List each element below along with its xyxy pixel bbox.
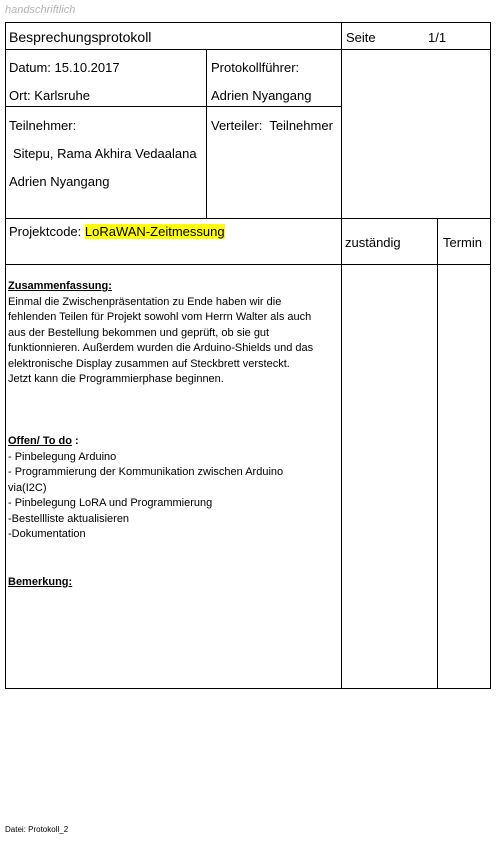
remarks-heading: Bemerkung: — [8, 576, 73, 588]
keeper-value: Adrien Nyangang — [211, 88, 312, 103]
distributor-row — [211, 118, 333, 133]
footer-filename: Datei: Protokoll_2 — [5, 825, 69, 834]
place-row — [9, 88, 90, 103]
summary-line: elektronische Display zusammen auf Steckbrett versteckt. — [8, 357, 290, 370]
place-label: Ort: — [9, 88, 31, 103]
distributor-value: Teilnehmer — [269, 118, 333, 133]
document-title: Besprechungsprotokoll — [9, 29, 152, 45]
project-row — [9, 224, 225, 239]
open-items-section — [8, 434, 338, 543]
date-row — [9, 60, 120, 75]
column-header-deadline: Termin — [443, 235, 483, 250]
open-item: - Programmierung der Kommunikation zwischen Arduino — [8, 466, 284, 478]
column-header-responsible: zuständig — [345, 235, 401, 250]
participants-label: Teilnehmer: — [9, 118, 77, 133]
open-item: -Bestellliste aktualisieren — [8, 512, 130, 525]
remarks-section — [8, 575, 72, 591]
open-item: - Pinbelegung Arduino — [8, 450, 117, 463]
summary-line: funktionnieren. Außerdem wurden die Arduino-Shields und das — [8, 342, 314, 354]
open-item: - Pinbelegung LoRA und Programmierung — [8, 497, 213, 509]
summary-line: Jetzt kann die Programmierphase beginnen. — [8, 373, 224, 385]
open-item: via(I2C) — [8, 481, 47, 494]
summary-line: aus der Bestellung bekommen und geprüft, ob sie gut — [8, 326, 270, 339]
place-value: Karlsruhe — [34, 88, 90, 103]
page-number: 1/1 — [428, 30, 447, 45]
open-items-heading-suffix: : — [71, 435, 79, 447]
date-value: 15.10.2017 — [54, 60, 120, 75]
open-items-heading: Offen/ To do — [8, 435, 72, 447]
project-label: Projektcode: — [9, 224, 82, 239]
summary-heading: Zusammenfassung: — [8, 280, 112, 292]
date-label: Datum: — [9, 60, 51, 75]
keeper-label: Protokollführer: — [211, 60, 300, 75]
summary-section — [8, 279, 338, 388]
participant-name: Adrien Nyangang — [9, 174, 110, 189]
page-label: Seite — [346, 30, 376, 45]
participant-name: Sitepu, Rama Akhira Vedaalana — [13, 146, 197, 161]
distributor-label: Verteiler: — [211, 118, 263, 133]
open-item: -Dokumentation — [8, 528, 86, 540]
summary-line: fehlenden Teilen für Projekt sowohl vom Herrn Walter als auch — [8, 311, 312, 323]
summary-line: Einmal die Zwischenpräsentation zu Ende haben wir die — [8, 295, 282, 308]
header-note: handschriftlich — [5, 4, 76, 16]
project-code: LoRaWAN-Zeitmessung — [84, 224, 225, 239]
